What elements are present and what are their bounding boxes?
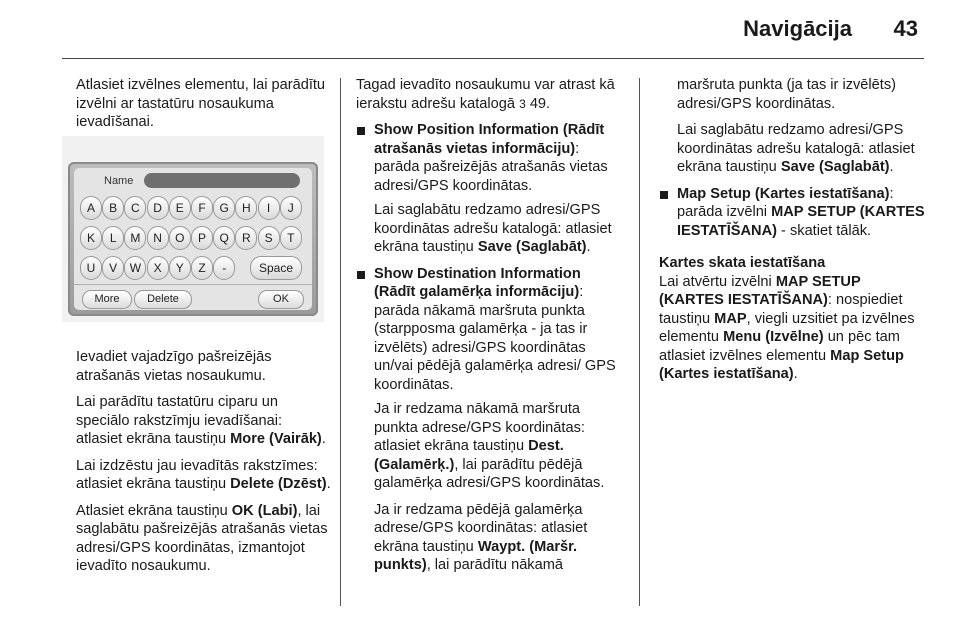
name-label: Name [104, 175, 134, 187]
text: : parāda izvēlni [677, 185, 894, 220]
more-button[interactable]: More [82, 290, 132, 309]
dest-ref: Dest. (Galamērķ.) [374, 438, 564, 473]
key-q[interactable]: Q [213, 226, 235, 250]
key-dash[interactable]: - [213, 256, 235, 280]
text: Tagad ievadīto nosaukumu var atrast kā ierakstu adrešu katalogā [356, 77, 615, 112]
enter-name-paragraph: Ievadiet vajadzīgo pašreizējās atrašanās vietas nosaukumu. [76, 349, 272, 384]
key-h[interactable]: H [235, 196, 257, 220]
key-d[interactable]: D [147, 196, 169, 220]
column-separator-2 [639, 78, 640, 606]
key-i[interactable]: I [258, 196, 280, 220]
ok-button[interactable]: OK [258, 290, 304, 309]
key-z[interactable]: Z [191, 256, 213, 280]
text: Ja ir redzama pēdējā galamērķa adrese/GPS koordinātas: atlasiet ekrāna taustiņu [374, 501, 588, 555]
bullet-square-icon [660, 191, 668, 199]
catalog-paragraph [356, 76, 624, 113]
bullet-map-setup [659, 185, 925, 241]
space-key[interactable]: Space [250, 256, 302, 280]
key-u[interactable]: U [80, 256, 102, 280]
column-2 [356, 76, 624, 583]
key-o[interactable]: O [169, 226, 191, 250]
text: Lai saglabātu redzamo adresi/GPS koordinātas adrešu katalogā: atlasiet ekrāna taustiņu [677, 122, 915, 175]
text: un pēc tam atlasiet izvēlnes elementu [659, 329, 900, 364]
keyboard-divider [74, 284, 312, 285]
bullet-title: Show Destination Information (Rādīt galamērķa informāciju) [374, 265, 581, 300]
column-separator-1 [340, 78, 341, 606]
key-j[interactable]: J [280, 196, 302, 220]
text: Ja ir redzama nākamā maršruta punkta adrese/GPS koordinātas: atlasiet ekrāna taustiņu [374, 401, 585, 454]
header-rule [62, 58, 924, 59]
text: . [326, 476, 331, 492]
key-e[interactable]: E [169, 196, 191, 220]
menu-ref: MAP SETUP (KARTES IESTATĪŠANA) [659, 273, 861, 308]
text: . [793, 366, 798, 382]
text: , lai saglabātu pašreizējās atrašanās vietas adresi/GPS koordinātas, izmantojot ievadīto nosaukumu. [76, 502, 328, 574]
page-ref-arrow-icon: 3 [519, 96, 526, 111]
text: Atlasiet ekrāna taustiņu [76, 502, 232, 519]
map-setup-ref: Map Setup (Kartes iestatīšana) [659, 347, 904, 382]
bullet-square-icon [357, 271, 365, 279]
column-1 [76, 76, 332, 140]
ok-ref: OK (Labi) [231, 502, 298, 519]
text: : parāda nākamā maršruta punkta (starpposma galamērķa - ja tas ir izvēlēts) adresi/GPS koordinātas un/vai pēdējā galamērķa adresi/ GPS koordinātas. [374, 284, 616, 393]
waypoint-ref: Waypt. (Maršr. punkts) [374, 538, 578, 573]
key-g[interactable]: G [213, 196, 235, 220]
key-y[interactable]: Y [169, 256, 191, 280]
key-b[interactable]: B [102, 196, 124, 220]
waypoint-paragraph [356, 501, 624, 575]
key-k[interactable]: K [80, 226, 102, 250]
key-x[interactable]: X [147, 256, 169, 280]
bullet-show-position [356, 121, 624, 195]
menu-ref: MAP SETUP (KARTES IESTATĪŠANA) [677, 204, 925, 239]
continuation-paragraph: maršruta punkta (ja tas ir izvēlēts) adresi/GPS koordinātas. [677, 77, 896, 112]
dest-paragraph [356, 400, 624, 493]
text: - skatiet tālāk. [777, 222, 872, 239]
page-ref: 49. [525, 95, 551, 112]
map-setup-paragraph [659, 273, 925, 384]
keyboard-inner [74, 168, 312, 310]
menu-item-ref: Menu (Izvēlne) [723, 329, 824, 345]
page-number: 43 [893, 16, 918, 41]
key-w[interactable]: W [124, 256, 146, 280]
key-t[interactable]: T [280, 226, 302, 250]
text: . [586, 239, 591, 255]
key-v[interactable]: V [102, 256, 124, 280]
keyboard-screenshot [62, 136, 324, 322]
key-n[interactable]: N [147, 226, 169, 250]
key-r[interactable]: R [235, 226, 257, 250]
bullet-show-destination [356, 265, 624, 395]
intro-paragraph: Atlasiet izvēlnes elementu, lai parādītu izvēlni ar tastatūru nosaukuma ievadīšanai. [76, 77, 326, 130]
heading-text: Kartes skata iestatīšana [659, 255, 826, 271]
section-heading [659, 254, 925, 273]
key-s[interactable]: S [258, 226, 280, 250]
save-ref: Save (Saglabāt) [780, 159, 890, 175]
text: : parāda pašreizējās atrašanās vietas adresi/GPS koordinātas. [374, 140, 608, 194]
text: , lai parādītu nākamā [426, 557, 563, 573]
delete-paragraph [76, 457, 332, 494]
delete-ref: Delete (Dzēst) [230, 476, 327, 492]
page-title: Navigācija [743, 16, 852, 41]
more-paragraph [76, 393, 332, 449]
name-field[interactable] [144, 173, 300, 188]
key-f[interactable]: F [191, 196, 213, 220]
text: : nospiediet taustiņu [659, 292, 903, 327]
column-3 [659, 76, 925, 392]
save-paragraph-2 [659, 121, 925, 177]
more-ref: More (Vairāk) [230, 431, 322, 447]
text: Lai izdzēstu jau ievadītās rakstzīmes: atlasiet ekrāna taustiņu [76, 457, 318, 492]
save-ref: Save (Saglabāt) [477, 239, 587, 255]
text: , lai parādītu pēdējā galamērķa adresi/GPS koordinātas. [374, 456, 605, 491]
bullet-title: Show Position Information (Rādīt atrašanās vietas informāciju) [374, 122, 605, 157]
map-key-ref: MAP [714, 310, 747, 327]
key-p[interactable]: P [191, 226, 213, 250]
keyboard-panel [68, 162, 318, 316]
text: Lai atvērtu izvēlni [659, 273, 776, 290]
key-m[interactable]: M [124, 226, 146, 250]
text: , viegli uzsitiet pa izvēlnes elementu [659, 310, 915, 345]
key-l[interactable]: L [102, 226, 124, 250]
key-c[interactable]: C [124, 196, 146, 220]
ok-paragraph [76, 502, 332, 576]
bullet-square-icon [357, 127, 365, 135]
bullet-title: Map Setup (Kartes iestatīšana) [677, 185, 890, 202]
key-a[interactable]: A [80, 196, 102, 220]
save-paragraph [356, 201, 624, 257]
column-1-lower [76, 348, 332, 584]
text: . [321, 431, 326, 447]
delete-button[interactable]: Delete [134, 290, 192, 309]
text: Lai parādītu tastatūru ciparu un speciālo rakstzīmju ievadīšanai: atlasiet ekrāna taustiņu [76, 394, 283, 447]
text: . [889, 159, 894, 175]
text: Lai saglabātu redzamo adresi/GPS koordinātas adrešu katalogā: atlasiet ekrāna taustiņu [374, 202, 612, 255]
